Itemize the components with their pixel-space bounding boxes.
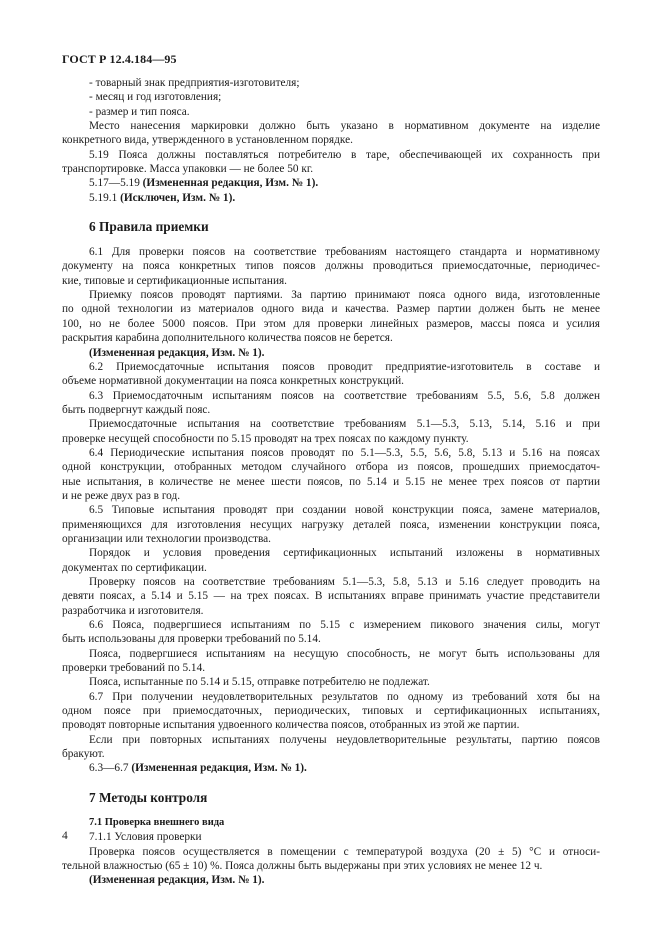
paragraph-line: транспортировке. Масса упаковки — не более 50 кг. <box>62 163 314 176</box>
paragraph-line: раскрытия карабина дополнительного количества поясов не берется. <box>62 332 393 345</box>
list-item: - размер и тип пояса. <box>89 105 190 118</box>
paragraph-line: одном поясе при приемосдаточных, периодических, типовых и сертификационных испытаниях, <box>62 705 600 718</box>
paragraph-line: бракуют. <box>62 748 105 761</box>
amendment-text: (Измененная редакция, Изм. № 1). <box>142 177 319 190</box>
paragraph-line: конкретного вида, утвержденного в установленном порядке. <box>62 134 353 147</box>
amendment-text: (Исключен, Изм. № 1). <box>120 191 236 204</box>
paragraph-line: 6.7 При получении неудовлетворительных результатов по одному из требований хотя бы на <box>89 690 600 703</box>
paragraph-line: Приемосдаточные испытания на соответствие требованиям 5.1—5.3, 5.13, 5.14, 5.16 и при <box>89 418 600 431</box>
page-number: 4 <box>62 830 68 842</box>
list-item: - месяц и год изготовления; <box>89 91 222 104</box>
paragraph-line: 100, но не более 5000 поясов. При этом для проверки линейных размеров, массы пояса и усилия <box>62 317 600 330</box>
paragraph-line: быть использованы для проверки требований по 5.14. <box>62 633 321 646</box>
paragraph-line: быть подвергнут каждый пояс. <box>62 403 211 416</box>
paragraph-line: кие, типовые и сертификационные испытания. <box>62 274 288 287</box>
paragraph-line: проверке несущей способности по 5.15 проводят на трех поясах по каждому пункту. <box>62 432 469 445</box>
paragraph-line: документах по сертификации. <box>62 561 207 574</box>
paragraph-line: девяти поясах, а 5.14 и 5.15 — на трех поясах. В испытаниях вправе принимать участие представители <box>62 590 600 603</box>
paragraph-line: организации или технологии производства. <box>62 532 272 545</box>
amendment-note <box>62 761 600 775</box>
document-body <box>62 76 600 888</box>
paragraph-line: 6.5 Типовые испытания проводят при создании новой конструкции пояса, замене материалов, <box>89 504 600 517</box>
paragraph-line: применяющихся для изготовления несущих нагрузку деталей пояса, изменении конструкции пояса, <box>62 518 600 531</box>
paragraph-line: Приемку поясов проводят партиями. За партию принимают пояса одного вида, изготовленные <box>89 289 600 302</box>
paragraph-line: 6.1 Для проверки поясов на соответствие требованиям настоящего стандарта и нормативному <box>89 246 600 259</box>
paragraph-line: документу на пояса конкретных типов поясов должны проводиться приемосдаточные, периодичес- <box>62 260 600 273</box>
clause-ref: 5.19.1 <box>89 191 118 204</box>
paragraph-line: и не реже двух раз в год. <box>62 489 181 502</box>
amendment-text: (Измененная редакция, Изм. № 1). <box>131 762 307 775</box>
section-heading-7: 7 Методы контроля <box>89 789 208 805</box>
paragraph-line: 6.3 Приемосдаточным испытаниям поясов на соответствие требованиям 5.5, 5.6, 5.8 должен <box>89 389 600 402</box>
paragraph-line: проверки требований по 5.14. <box>62 662 206 675</box>
paragraph-line: Место нанесения маркировки должно быть указано в нормативном документе на изделие <box>89 120 600 133</box>
amendment-note <box>62 176 600 190</box>
paragraph-line: объеме нормативной документации на пояса конкретных конструкций. <box>62 375 404 388</box>
section-heading-6: 6 Правила приемки <box>89 219 209 235</box>
paragraph-line: Проверку поясов на соответствие требованиям 5.1—5.3, 5.8, 5.13 и 5.16 следует проводить на <box>89 576 600 588</box>
paragraph-line: Если при повторных испытаниях получены неудовлетворительные результаты, партию поясов <box>89 733 600 746</box>
paragraph-line: одной конструкции, отобранных методом случайного отбора из поясов, прошедших приемосдаточ- <box>62 461 600 474</box>
document-header: ГОСТ Р 12.4.184—95 <box>62 52 177 66</box>
list-item: - товарный знак предприятия-изготовителя; <box>89 77 300 89</box>
amendment-note: (Измененная редакция, Изм. № 1). <box>89 346 265 359</box>
paragraph-line: Пояса, подвергшиеся испытаниям на несущую способность, не могут быть использованы для <box>89 647 600 660</box>
paragraph-line: ные испытания, в количестве не менее шести поясов, по 5.14 и 5.15 не менее трех поясов от партии <box>62 475 600 488</box>
paragraph-line: по одной технологии из материалов одного вида и качества. Размер партии должен быть не менее <box>62 303 600 316</box>
paragraph-line: 6.2 Приемосдаточные испытания поясов проводит предприятие-изготовитель в составе и <box>89 360 600 373</box>
paragraph-line: 5.19 Пояса должны поставляться потребителю в таре, обеспечивающей их сохранность при <box>89 148 600 161</box>
amendment-note: (Измененная редакция, Изм. № 1). <box>89 874 265 887</box>
paragraph-line: разработчика и изготовителя. <box>62 604 204 617</box>
clause-ref: 5.17—5.19 <box>89 177 140 190</box>
paragraph-line: Пояса, испытанные по 5.14 и 5.15, отправке потребителю не подлежат. <box>89 676 430 689</box>
paragraph-line: Проверка поясов осуществляется в помещении с температурой воздуха (20 ± 5) °С и относи- <box>89 845 600 858</box>
subsection-heading-7-1: 7.1 Проверка внешнего вида <box>89 816 225 828</box>
paragraph-line: 6.4 Периодические испытания поясов проводят по 5.1—5.3, 5.5, 5.6, 5.8, 5.13 и 5.16 на поясах <box>89 446 600 459</box>
paragraph-line: 7.1.1 Условия проверки <box>89 831 202 844</box>
paragraph-line: Порядок и условия проведения сертификационных испытаний изложены в нормативных <box>89 547 600 560</box>
clause-ref: 6.3—6.7 <box>89 762 129 775</box>
amendment-note <box>62 191 600 205</box>
paragraph-line: тельной влажностью (65 ± 10) %. Пояса должны быть выдержаны при этих условиях не менее 12 ч. <box>62 859 543 872</box>
paragraph-line: проводят повторные испытания удвоенного количества поясов, отобранных из этой же партии. <box>62 719 520 732</box>
paragraph-line: 6.6 Пояса, подвергшиеся испытаниям по 5.15 с измерением пикового значения силы, могут <box>89 619 600 632</box>
